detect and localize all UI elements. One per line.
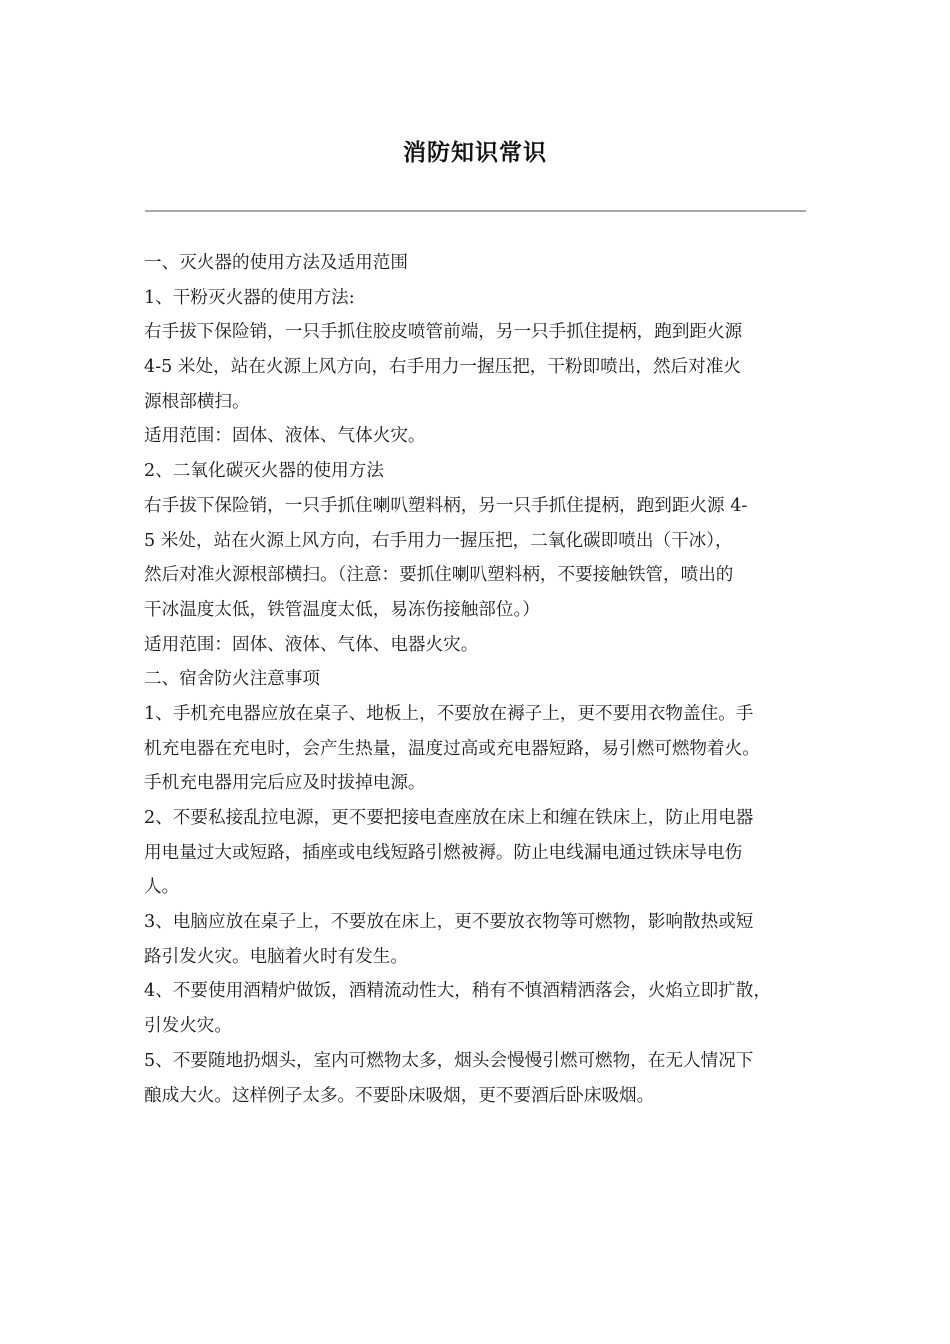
text-line: 2、不要私接乱拉电源，更不要把接电查座放在床上和缠在铁床上，防止用电器	[144, 808, 754, 828]
text-line: 干冰温度太低，铁管温度太低，易冻伤接触部位。）	[144, 599, 540, 620]
text-line: 人。	[144, 877, 180, 898]
section-heading-extinguisher: 一、灭火器的使用方法及适用范围	[144, 253, 408, 273]
text-line: 5、不要随地扔烟头，室内可燃物太多，烟头会慢慢引燃可燃物，在无人情况下	[144, 1050, 754, 1071]
document-body	[144, 246, 816, 1113]
text-line: 1、手机充电器应放在桌子、地板上，不要放在褥子上，更不要用衣物盖住。手	[144, 703, 754, 724]
text-line: 源根部横扫。	[144, 391, 250, 412]
text-line: 然后对准火源根部横扫。（注意：要抓住喇叭塑料柄，不要接触铁管，喷出的	[144, 565, 734, 586]
text-line: 5 米处，站在火源上风方向，右手用力一握压把，二氧化碳即喷出（干冰），	[144, 530, 733, 551]
text-line: 用电量过大或短路，插座或电线短路引燃被褥。防止电线漏电通过铁床导电伤	[144, 842, 743, 863]
text-line: 适用范围：固体、液体、气体、电器火灾。	[144, 634, 479, 655]
text-line: 右手拔下保险销，一只手抓住喇叭塑料柄，另一只手抓住提柄，跑到距火源 4-	[144, 495, 748, 516]
title-divider	[145, 210, 806, 212]
text-line: 适用范围：固体、液体、气体火灾。	[144, 426, 426, 447]
text-line: 3、电脑应放在桌子上，不要放在床上，更不要放衣物等可燃物，影响散热或短	[144, 912, 754, 933]
text-line: 机充电器在充电时，会产生热量，温度过高或充电器短路，易引燃可燃物着火。	[144, 738, 760, 759]
text-line: 引发火灾。	[144, 1016, 232, 1037]
text-line: 右手拔下保险销，一只手抓住胶皮喷管前端，另一只手抓住提柄，跑到距火源	[144, 322, 743, 343]
text-line: 4-5 米处，站在火源上风方向，右手用力一握压把，干粉即喷出，然后对准火	[144, 357, 741, 378]
document-title: 消防知识常识	[403, 139, 547, 166]
text-line: 手机充电器用完后应及时拔掉电源。	[144, 773, 426, 794]
text-line: 路引发火灾。电脑着火时有发生。	[144, 946, 408, 967]
subheading-dry-powder: 1、干粉灭火器的使用方法:	[144, 287, 355, 308]
text-line: 4、不要使用酒精炉做饭，酒精流动性大，稍有不慎酒精洒落会，火焰立即扩散，	[144, 981, 771, 1002]
section-heading-dormitory: 二、宿舍防火注意事项	[144, 669, 320, 690]
subheading-co2: 2、二氧化碳灭火器的使用方法	[144, 461, 384, 482]
text-line: 酿成大火。这样例子太多。不要卧床吸烟，更不要酒后卧床吸烟。	[144, 1085, 655, 1106]
